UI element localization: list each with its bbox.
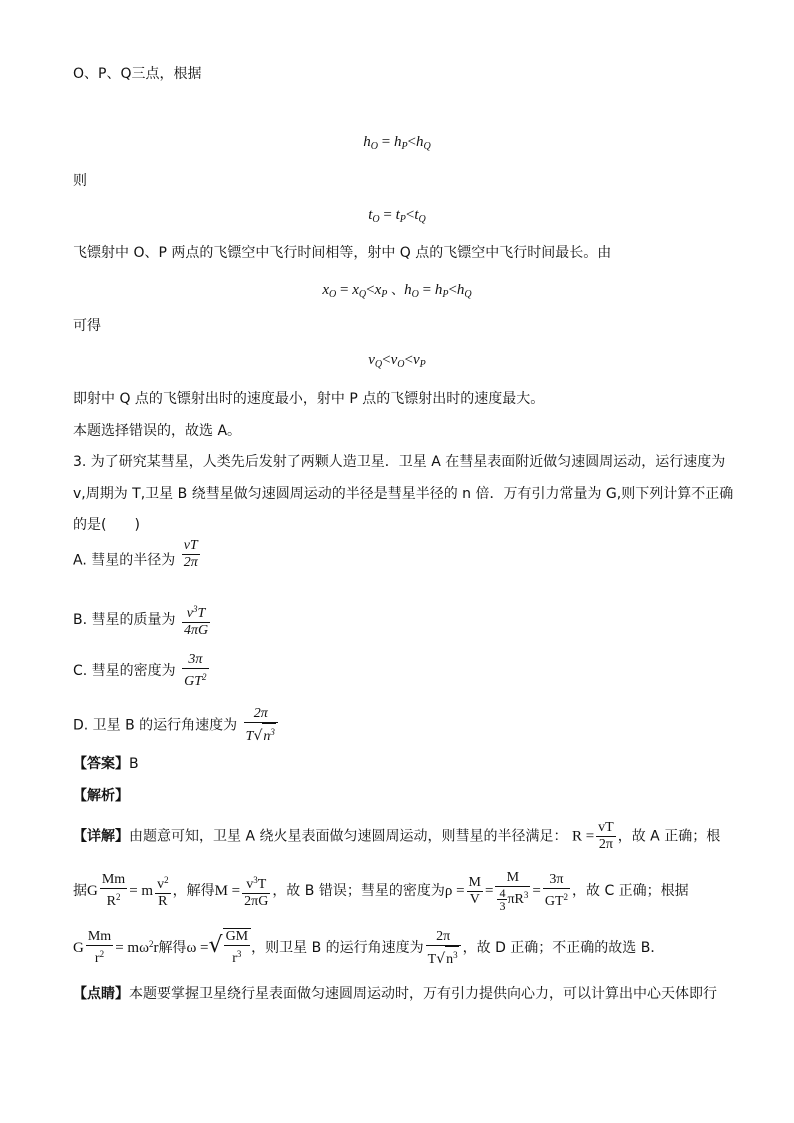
option-d [73,706,280,745]
comment-line [73,984,717,1004]
answer-value: B [129,756,139,772]
text-line-3: 飞镖射中 O、P 两点的飞镖空中飞行时间相等，射中 Q 点的飞镖空中飞行时间最长。由 [73,245,612,261]
detail-p1b: ，故 A 正确；根 [617,828,721,845]
option-d-label: D. 卫星 B 的运行角速度为 [73,717,238,734]
formula-rho-1: $\frac{M}{V}$ [468,874,481,907]
equation-heights: $h_O = h_P<h_Q$ [363,134,431,152]
answer-line [73,754,139,774]
detail-p2d: ，故 C 正确；根据 [572,883,689,900]
formula-density: $\frac{3\pi}{GT^2}$ [184,652,207,689]
formula-mass: $\frac{v^3T}{4\pi G}$ [183,604,209,638]
detail-line-2: 据G $\frac{Mm}{R^2}$ = m $\frac{v^2}{R}$ ，解得M = $\frac{v^3T}{2\pi G}$ ，故 B 错误；彗星的密度为ρ = $\frac{M}{V}$ = M $\frac{4}{3}$ $\pi R^3$ = $\frac{3\pi}{GT^2}$ ，故 C 正确；根据 [73,870,689,914]
equation-times: $t_O = t_P<t_Q$ [368,207,426,225]
formula-gravity-r: $\frac{Mm}{r^2}$ [87,929,112,966]
comment-text: 本题要掌握卫星绕行星表面做匀速圆周运动时，万有引力提供向心力，可以计算出中心天体即行 [129,986,717,1002]
detail-p1a: 由题意可知，卫星 A 绕火星表面做匀速圆周运动，则彗星的半径满足： [129,828,568,845]
equation-velocities: $v_Q<v_O<v_P$ [368,352,426,370]
option-c [73,652,211,690]
question-line-2: v,周期为 T,卫星 B 绕彗星做匀速圆周运动的半径是彗星半径的 n 倍．万有引力常量为 G,则下列计算不正确 [73,486,734,502]
detail-label: 【详解】 [73,828,129,845]
question-line-1: 3. 为了研究某彗星，人类先后发射了两颗人造卫星．卫星 A 在彗星表面附近做匀速圆周运动，运行速度为 [73,454,726,470]
detail-p3a: 解得 [158,940,187,956]
comment-label: 【点睛】 [73,986,129,1002]
option-b-label: B. 彗星的质量为 [73,612,176,628]
equation-distances: $x_O = x_Q<x_P$ 、$h_O = h_P<h_Q$ [322,282,472,300]
text-line-4: 可得 [73,318,101,334]
formula-rho-2: M $\frac{4}{3}$ $\pi R^3$ [495,870,530,912]
analysis-label: 【解析】 [73,788,129,804]
formula-omega-b: $\frac{2\pi}{T√n^3}$ [426,929,461,968]
option-c-label: C. 彗星的密度为 [73,663,176,679]
formula-m: $\frac{v^3T}{2\pi G}$ [244,875,269,910]
formula-r: $\frac{vT}{2\pi}$ [598,820,614,852]
option-a [73,538,202,571]
detail-p2a: 据 [73,883,87,900]
detail-line-3: G $\frac{Mm}{r^2}$ = $m\omega^2r$解得ω =√ $\frac{GM}{r^3}$ ，则卫星 B 的运行角速度为 $\frac{2\pi}{T√n^3}$ ，故 D 正确；不正确的故选 B． [73,928,665,967]
text-line-5: 即射中 Q 点的飞镖射出时的速度最小，射中 P 点的飞镖射出时的速度最大。 [73,391,545,407]
answer-label: 【答案】 [73,756,129,772]
formula-omega: $\frac{GM}{r^3}$ [225,929,249,966]
option-a-label: A. 彗星的半径为 [73,552,176,569]
detail-p3c: ，故 D 正确；不正确的故选 B． [462,940,665,956]
formula-centripetal: $\frac{v^2}{R}$ [157,875,169,910]
formula-angular-velocity: $\frac{2\pi}{T√n^3}$ [244,706,278,745]
question-line-3: 的是( ) [73,517,140,533]
option-b [73,601,212,639]
text-line-6: 本题选择错误的，故选 A。 [73,423,242,439]
formula-radius: $\frac{vT}{2\pi}$ [183,538,198,570]
detail-p2b: ，解得 [172,883,215,900]
formula-gravity: $\frac{Mm}{R^2}$ [101,872,126,910]
text-line-2: 则 [73,173,87,189]
formula-rho-3: $\frac{3\pi}{GT^2}$ [544,872,568,910]
detail-line-1: 【详解】由题意可知，卫星 A 绕火星表面做匀速圆周运动，则彗星的半径满足： R = $\frac{vT}{2\pi}$ ，故 A 正确；根 [73,820,721,852]
detail-p2c: ，故 B 错误；彗星的密度为 [272,883,445,900]
detail-p3b: ，则卫星 B 的运行角速度为 [251,940,424,956]
text-line-1: O、P、Q三点，根据 [73,66,202,82]
